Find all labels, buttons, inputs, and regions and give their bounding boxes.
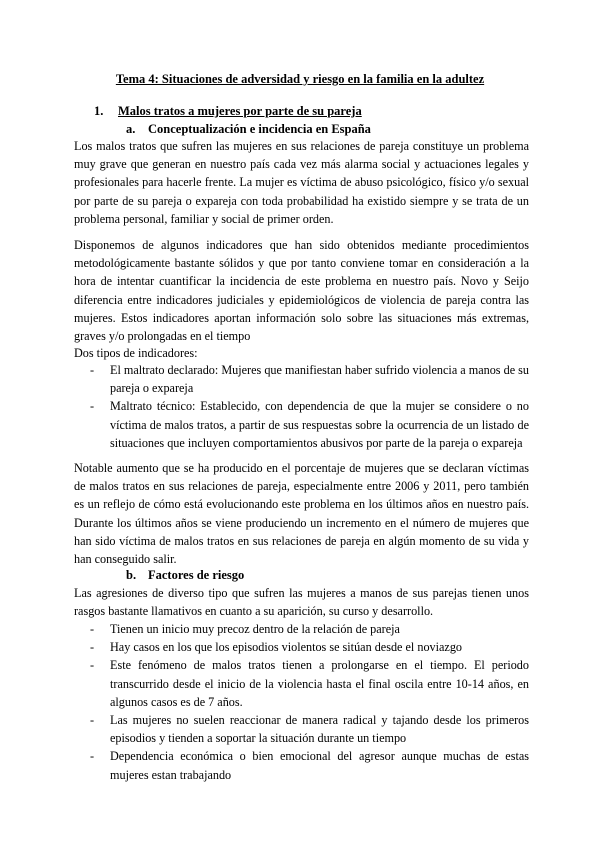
indicator-text: Maltrato técnico: Establecido, con dependencia de que la mujer se considere o no víctima de malos tratos, a partir de sus respuestas sobre la ocurrencia de un listado de situaciones que incluyen comportamientos abusivos por parte de la pareja o expareja bbox=[110, 399, 529, 450]
list-item bbox=[90, 620, 529, 638]
section-1-heading bbox=[94, 104, 362, 119]
bullet-dash: - bbox=[90, 399, 95, 414]
list-item bbox=[90, 747, 529, 783]
bullet-dash: - bbox=[90, 658, 95, 673]
subsection-b-letter: b. bbox=[126, 568, 137, 582]
document-title: Tema 4: Situaciones de adversidad y riesgo en la familia en la adultez bbox=[115, 72, 485, 86]
list-item bbox=[90, 361, 529, 397]
paragraph-risk-intro: Las agresiones de diverso tipo que sufren las mujeres a manos de sus parejas tienen unos rasgos bastante llamativos en cuanto a su aparición, su curso y desarrollo. bbox=[74, 586, 529, 619]
list-item bbox=[90, 397, 529, 452]
bullet-dash: - bbox=[90, 749, 95, 764]
section-1-title: Malos tratos a mujeres por parte de su pareja bbox=[118, 104, 362, 118]
bullet-dash: - bbox=[90, 640, 95, 655]
list-item bbox=[90, 638, 529, 656]
subsection-a-heading bbox=[126, 122, 371, 137]
subsection-b-title: Factores de riesgo bbox=[148, 568, 245, 582]
factor-text: Las mujeres no suelen reaccionar de manera radical y tajando desde los primeros episodios y tienden a soportar la situación durante un tiempo bbox=[110, 713, 529, 746]
section-1-number: 1. bbox=[94, 104, 104, 118]
indicator-text: El maltrato declarado: Mujeres que manifiestan haber sufrido violencia a manos de su pareja o expareja bbox=[110, 363, 529, 396]
paragraph-increase: Notable aumento que se ha producido en el porcentaje de mujeres que se declaran víctimas de malos tratos en sus relaciones de pareja, especialmente entre 2006 y 2011, pero también es un reflejo de cómo está evolucionando este problema en los últimos años en nuestro país. Durante los últimos años se viene produciendo un incremento en el número de mujeres que han sido víctima de malos tratos en sus relaciones de pareja en algún momento de su vida y han conseguido salir. bbox=[74, 461, 529, 567]
bullet-dash: - bbox=[90, 363, 95, 377]
factor-text: Este fenómeno de malos tratos tienen a prolongarse en el tiempo. El periodo transcurrido desde el inicio de la violencia hasta el final oscila entre 10-14 años, en algunos casos es de 7 años. bbox=[110, 658, 529, 709]
factor-text: Dependencia económica o bien emocional del agresor aunque muchas de estas mujeres estan trabajando bbox=[110, 749, 529, 782]
factor-text: Hay casos en los que los episodios violentos se sitúan desde el noviazgo bbox=[110, 640, 463, 655]
indicators-list bbox=[90, 361, 529, 452]
risk-factors-list bbox=[90, 620, 529, 784]
indicators-intro: Dos tipos de indicadores: bbox=[74, 346, 198, 360]
paragraph-indicators: Disponemos de algunos indicadores que han sido obtenidos mediante procedimientos metodológicamente bastante sólidos y que por tanto conviene tomar en consideración a la hora de intentar cuantificar la incidencia de este problema en nuestro país. Novo y Seijo diferencia entre indicadores judiciales y epidemiológicos de violencia de pareja contra las mujeres. Estos indicadores aportan información solo sobre las situaciones más extremas, graves y/o prolongadas en el tiempo bbox=[74, 238, 529, 344]
subsection-b-heading bbox=[126, 568, 244, 583]
factor-text: Tienen un inicio muy precoz dentro de la relación de pareja bbox=[110, 622, 400, 636]
bullet-dash: - bbox=[90, 622, 95, 636]
subsection-a-title: Conceptualización e incidencia en España bbox=[148, 122, 371, 136]
list-item bbox=[90, 711, 529, 747]
paragraph-conceptualization: Los malos tratos que sufren las mujeres en sus relaciones de pareja constituye un problema muy grave que generan en nuestro país cada vez más alarma social y actuaciones legales y profesionales para hacerle frente. La mujer es víctima de abuso psicológico, físico y/o sexual por parte de su pareja o expareja con toda probabilidad ha existido siempre y se trata de un problema personal, familiar y social de primer orden. bbox=[74, 139, 529, 226]
bullet-dash: - bbox=[90, 713, 95, 728]
list-item bbox=[90, 656, 529, 711]
subsection-a-letter: a. bbox=[126, 122, 136, 136]
